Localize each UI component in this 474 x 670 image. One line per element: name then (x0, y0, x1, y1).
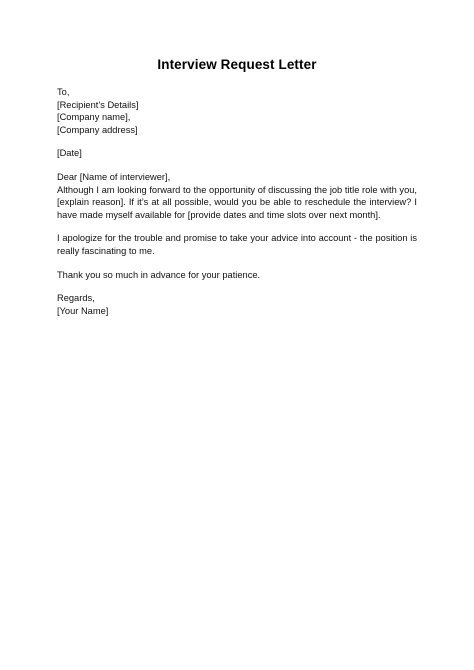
address-block (57, 86, 417, 136)
paragraph-apology: I apologize for the trouble and promise to take your advice into account - the position is really fascinating to me. (57, 233, 417, 256)
letter-date: [Date] (57, 148, 82, 159)
address-line-company-name: [Company name], (57, 112, 131, 123)
spacer (57, 136, 417, 147)
spacer (57, 281, 417, 292)
spacer (57, 221, 417, 232)
closing: Regards, (57, 293, 95, 304)
letter-title: Interview Request Letter (157, 57, 317, 72)
spacer (57, 258, 417, 269)
signature-name: [Your Name] (57, 305, 109, 316)
letter-body (57, 86, 417, 317)
paragraph-thanks: Thank you so much in advance for your patience. (57, 269, 261, 280)
address-line-to: To, (57, 87, 70, 97)
address-line-recipient: [Recipient’s Details] (57, 99, 139, 110)
address-line-company-address: [Company address] (57, 124, 138, 135)
paragraph-reschedule-request: Although I am looking forward to the opportunity of discussing the job title role with you, [explain reason]. If it’s at all possible, would you be able to reschedule the interview? I have made myself available for [provide dates and time slots over next month]. (57, 184, 417, 220)
salutation: Dear [Name of interviewer], (57, 171, 171, 182)
spacer (57, 160, 417, 171)
